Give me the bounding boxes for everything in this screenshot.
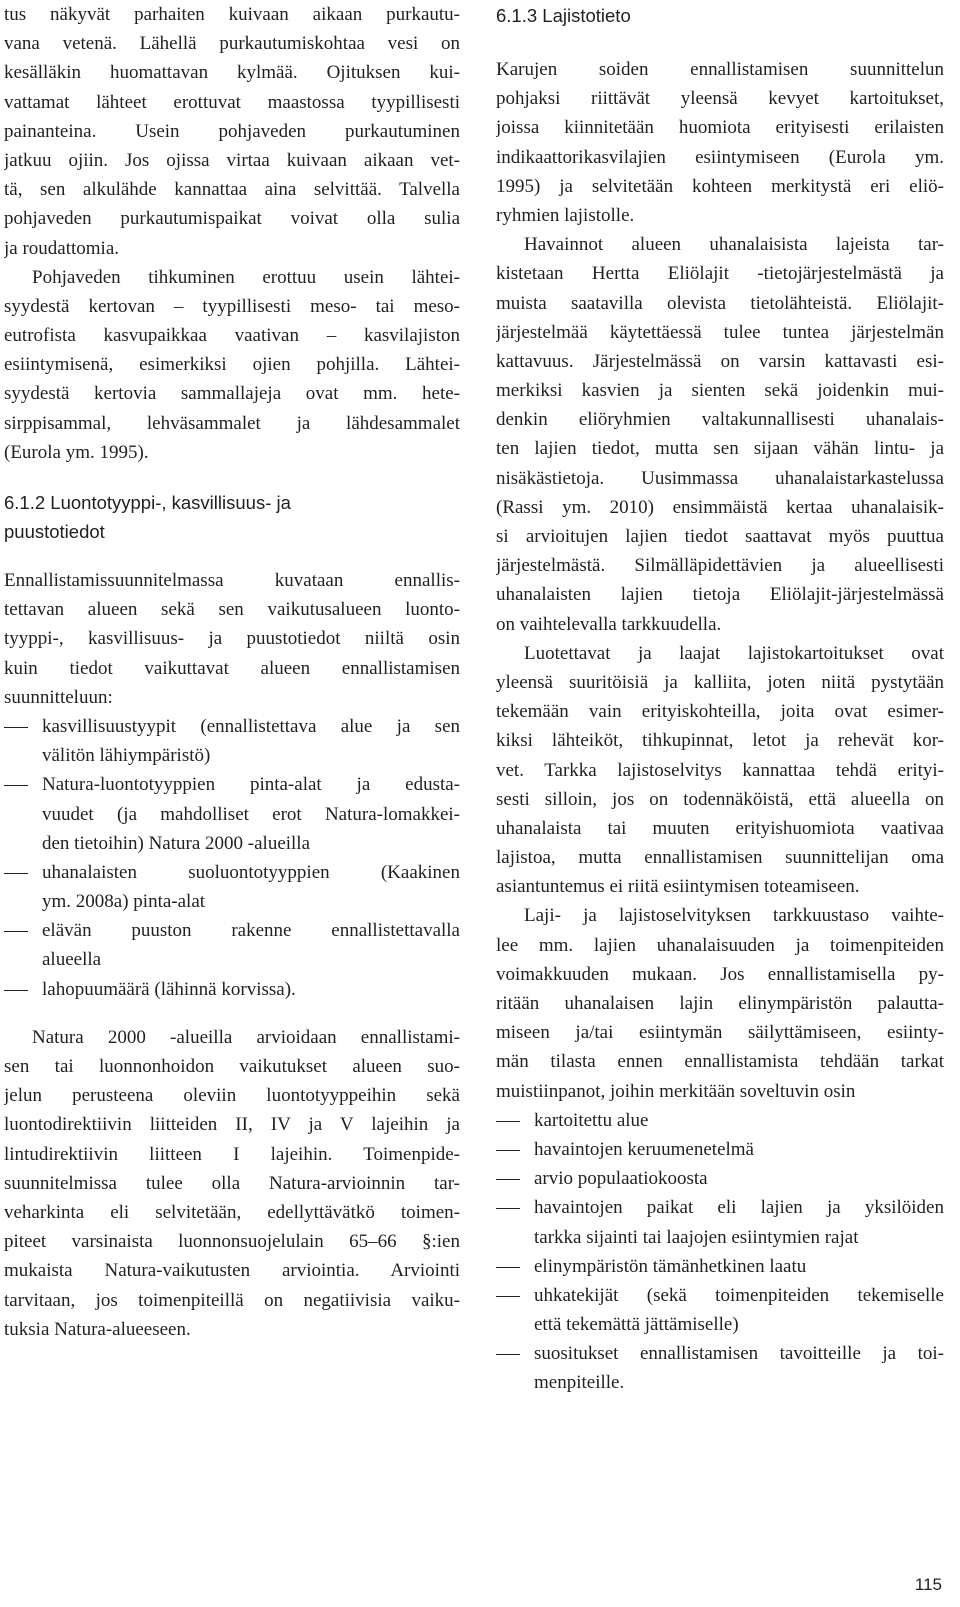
text-line: voimakkuuden mukaan. Jos ennallistamisella py- — [496, 963, 944, 985]
text-line: muista saatavilla olevista tietolähteistä. Eliölajit- — [496, 292, 944, 314]
text-line: tä, sen alkulähde kannattaa aina selvittää. Talvella — [4, 179, 460, 201]
text-line: män tilasta ennen ennallistamista tehdään tarkat — [496, 1051, 944, 1073]
list-item-line: vuudet (ja mahdolliset erot Natura-lomakkei- — [42, 803, 460, 825]
text-line: tus näkyvät parhaiten kuivaan aikaan purkautu- — [4, 4, 460, 25]
list-item-line: den tietoihin) Natura 2000 -alueilla — [42, 832, 311, 854]
text-line: eutrofista kasvupaikkaa vaativan – kasvilajiston — [4, 325, 460, 347]
dash-bullet-icon — [4, 990, 28, 991]
dash-bullet-icon — [496, 1121, 520, 1122]
list-item-line: uhanalaisten suoluontotyyppien (Kaakinen — [42, 861, 460, 883]
paragraph-reliable-surveys — [496, 639, 944, 902]
text-line: syydestä kertovia sammallajeja ovat mm. hete- — [4, 383, 460, 405]
seepage-paragraph — [4, 263, 460, 467]
natura-paragraph — [4, 1023, 460, 1344]
dash-bullet-icon — [4, 873, 28, 874]
list-item-line: havaintojen keruumenetelmä — [534, 1138, 754, 1160]
text-line: sen tai luonnonhoidon vaikutukset alueen suo- — [4, 1056, 460, 1077]
text-line: esiintymisenä, esimerkiksi ojien pohjilla. Lähtei- — [4, 354, 460, 376]
right-column — [496, 0, 944, 1398]
text-line: kiksi lähteiköt, tihkupinnat, letot ja rehevät kor- — [496, 730, 944, 752]
list-item-line: kartoitettu alue — [534, 1109, 649, 1131]
text-line: tekemään vain erityiskohteilla, joita ovat esimer- — [496, 701, 944, 723]
text-line: si arvioitujen lajien tiedot saattavat myös puuttua — [496, 526, 944, 547]
text-line: painanteina. Usein pohjaveden purkautuminen — [4, 120, 460, 142]
text-line: Laji- ja lajistoselvityksen tarkkuustaso vaihte- — [524, 905, 944, 927]
heading-line: 6.1.3 Lajistotieto — [496, 5, 631, 26]
list-item-line: lahopuumäärä (lähinnä korvissa). — [42, 978, 296, 1000]
text-line: asiantuntemus ei riitä esiintymisen toteamiseen. — [496, 876, 860, 898]
text-line: Ennallistamissuunnitelmassa kuvataan ennallis- — [4, 570, 460, 591]
text-line: suunnitteluun: — [4, 686, 113, 708]
section-heading-6-1-3 — [496, 1, 944, 30]
text-line: järjestelmästä. Silmälläpidettävien ja alueellisesti — [496, 555, 944, 577]
text-line: uhanalaisten lajien tietoja Eliölajit-järjestelmässä — [496, 584, 944, 606]
text-line: merkiksi kasvien ja sienten sekä joidenkin mui- — [496, 380, 944, 402]
list-item-line: suositukset ennallistamisen tavoitteille ja toi- — [534, 1343, 944, 1365]
list-item-line: ym. 2008a) pinta-alat — [42, 891, 206, 913]
list-item — [496, 1281, 944, 1339]
list-item — [4, 975, 460, 1004]
heading-line: puustotiedot — [4, 521, 105, 542]
paragraph-threatened-species — [496, 230, 944, 639]
list-item-line: tarkka sijainti tai laajojen esiintymien rajat — [534, 1226, 859, 1248]
list-item-line: uhkatekijät (sekä toimenpiteiden tekemiselle — [534, 1284, 944, 1306]
list-item-line: Natura-luontotyyppien pinta-alat ja edusta- — [42, 774, 460, 796]
text-line: tuksia Natura-alueeseen. — [4, 1318, 191, 1340]
notes-list — [496, 1106, 944, 1398]
list-item — [4, 712, 460, 770]
text-line: suunnitelmissa tulee olla Natura-arvioinnin tar- — [4, 1172, 460, 1194]
text-line: järjestelmää käytettäessä tulee tuntea järjestelmän — [496, 321, 944, 343]
dash-bullet-icon — [496, 1354, 520, 1355]
text-line: vattamat lähteet erottuvat maastossa tyypillisesti — [4, 91, 460, 113]
list-item-line: että tekemättä jättämiselle) — [534, 1314, 739, 1336]
list-item — [496, 1252, 944, 1281]
text-line: (Eurola ym. 1995). — [4, 441, 149, 463]
text-line: muistiinpanot, joihin merkitään soveltuvin osin — [496, 1080, 856, 1102]
text-line: Havainnot alueen uhanalaisista lajeista tar- — [524, 234, 944, 256]
list-item-line: havaintojen paikat eli lajien ja yksilöiden — [534, 1197, 944, 1219]
text-line: pohjaksi riittävät yleensä kevyet kartoitukset, — [496, 88, 944, 110]
text-line: lee mm. lajien uhanalaisuuden ja toimenpiteiden — [496, 934, 944, 956]
text-line: pohjaveden purkautumispaikat voivat olla sulia — [4, 208, 460, 230]
text-line: kistetaan Hertta Eliölajit -tietojärjestelmästä ja — [496, 263, 944, 285]
list-item — [496, 1339, 944, 1397]
page-number: 115 — [914, 1575, 942, 1594]
list-item-line: välitön lähiympäristö) — [42, 745, 211, 767]
text-line: denkin eliöryhmien valtakunnallisesti uhanalais- — [496, 409, 944, 431]
text-line: sesti silloin, jos on todennäköistä, että alueella on — [496, 788, 944, 810]
text-line: luontodirektiivin liitteiden II, IV ja V lajeihin ja — [4, 1114, 460, 1136]
left-column — [4, 0, 460, 1344]
list-item — [496, 1193, 944, 1251]
text-line: tarvitaan, jos toimenpiteillä on negatiivisia vaiku- — [4, 1289, 460, 1311]
text-line: kesälläkin huomattavan kylmää. Ojituksen kui- — [4, 62, 460, 84]
text-line: sirppisammal, lehväsammalet ja lähdesammalet — [4, 412, 460, 434]
text-line: mukaista Natura-vaikutusten arviointia. Arviointi — [4, 1260, 460, 1282]
paragraph-survey-basis — [496, 55, 944, 230]
list-item — [496, 1164, 944, 1193]
dash-bullet-icon — [496, 1150, 520, 1151]
text-line: jatkuu ojiin. Jos ojissa virtaa kuivaan aikaan vet- — [4, 149, 460, 171]
list-item-line: kasvillisuustyypit (ennallistettava alue ja sen — [42, 715, 460, 737]
text-line: ritään uhanalaisen lajin elinympäristön palautta- — [496, 993, 944, 1014]
text-line: Pohjaveden tihkuminen erottuu usein lähtei- — [32, 266, 460, 288]
text-line: lajistoa, mutta ennallistamisen suunnittelijan oma — [496, 847, 944, 869]
text-line: Natura 2000 -alueilla arvioidaan ennallistami- — [32, 1026, 460, 1048]
text-line: 1995) ja selvitetään kohteen merkitystä eri eliö- — [496, 175, 944, 197]
dash-bullet-icon — [496, 1208, 520, 1209]
list-item-line: elinympäristön tämänhetkinen laatu — [534, 1255, 807, 1277]
heading-line: 6.1.2 Luontotyyppi-, kasvillisuus- ja — [4, 492, 291, 513]
text-line: kattavuus. Järjestelmässä on varsin kattavasti esi- — [496, 350, 944, 372]
text-line: miseen ja/tai esiintymän säilyttämiseen, esiinty- — [496, 1022, 944, 1044]
text-line: veharkinta eli selvitetään, edellyttävätkö toimen- — [4, 1201, 460, 1223]
text-line: (Rassi ym. 2010) ensimmäistä kertaa uhanalaisik- — [496, 496, 944, 518]
text-line: uhanalaista tai muuten erityishuomiota vaativaa — [496, 817, 944, 839]
restoration-paragraph — [4, 566, 460, 712]
section-heading-6-1-2 — [4, 488, 460, 546]
list-item — [4, 916, 460, 974]
text-line: on vaihtelevalla tarkkuudella. — [496, 613, 722, 635]
text-line: yleensä suuritöisiä ja kalliita, joten niitä pystytään — [496, 671, 944, 693]
text-line: piteet varsinaista luonnonsuojelulain 65–66 §:ien — [4, 1231, 460, 1253]
text-line: Luotettavat ja laajat lajistokartoitukset ovat — [524, 642, 944, 664]
paragraph-survey-precision — [496, 901, 944, 1105]
text-line: joissa kiinnitetään huomiota erityisesti erilaisten — [496, 117, 944, 139]
text-line: tettavan alueen sekä sen vaikutusalueen luonto- — [4, 599, 460, 621]
text-line: ryhmien lajistolle. — [496, 204, 635, 226]
text-line: tyyppi-, kasvillisuus- ja puustotiedot niiltä osin — [4, 628, 460, 650]
text-line: jelun perusteena oleviin luontotyyppeihin sekä — [4, 1085, 460, 1107]
list-item — [496, 1135, 944, 1164]
list-item-line: menpiteille. — [534, 1372, 625, 1394]
text-line: vet. Tarkka lajistoselvitys kannattaa tehdä erityi- — [496, 759, 944, 781]
intro-paragraph — [4, 0, 460, 263]
list-item — [4, 858, 460, 916]
dash-bullet-icon — [4, 785, 28, 786]
data-needs-list — [4, 712, 460, 1004]
text-line: vana vetenä. Lähellä purkautumiskohtaa vesi on — [4, 33, 460, 55]
dash-bullet-icon — [4, 931, 28, 932]
text-line: ja roudattomia. — [4, 237, 120, 259]
list-item-line: arvio populaatiokoosta — [534, 1168, 708, 1190]
list-item — [496, 1106, 944, 1135]
text-line: lintudirektiivin liitteen I lajeihin. Toimenpide- — [4, 1143, 460, 1165]
text-line: kuin tiedot vaikuttavat alueen ennallistamisen — [4, 657, 460, 679]
text-line: nisäkästietoja. Uusimmassa uhanalaistarkastelussa — [496, 467, 944, 489]
list-item — [4, 770, 460, 858]
text-line: ten lajien tiedot, mutta sen sijaan vähän lintu- ja — [496, 438, 944, 460]
dash-bullet-icon — [4, 727, 28, 728]
text-line: syydestä kertovan – tyypillisesti meso- tai meso- — [4, 295, 460, 317]
text-line: indikaattorikasvilajien esiintymiseen (Eurola ym. — [496, 146, 944, 168]
text-line: Karujen soiden ennallistamisen suunnittelun — [496, 59, 944, 80]
list-item-line: elävän puuston rakenne ennallistettavalla — [42, 920, 460, 942]
dash-bullet-icon — [496, 1179, 520, 1180]
dash-bullet-icon — [496, 1296, 520, 1297]
dash-bullet-icon — [496, 1267, 520, 1268]
list-item-line: alueella — [42, 949, 102, 971]
